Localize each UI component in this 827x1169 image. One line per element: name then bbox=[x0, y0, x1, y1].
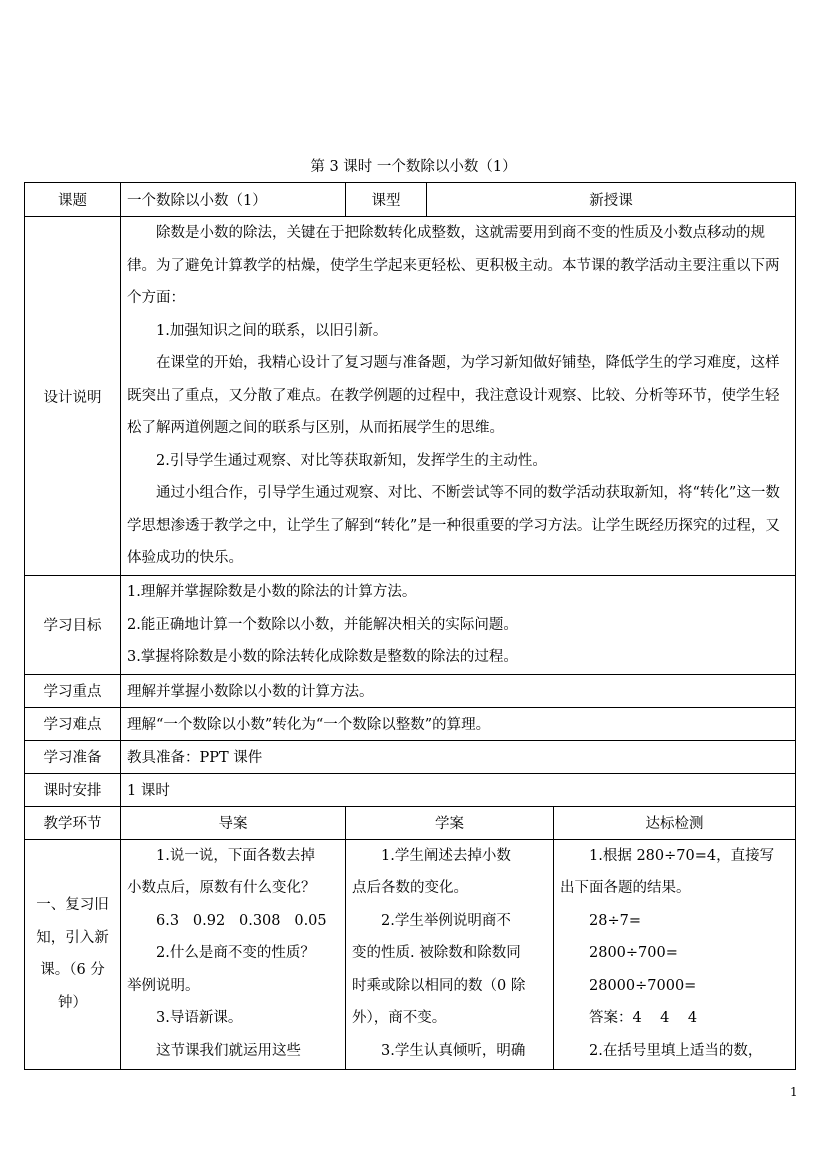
guide-line: 3.导语新课。 bbox=[156, 1010, 243, 1026]
prep-value: 教具准备：PPT 课件 bbox=[121, 740, 796, 773]
goal-item: 2.能正确地计算一个数除以小数，并能解决相关的实际问题。 bbox=[127, 616, 518, 633]
schedule-row bbox=[25, 773, 796, 806]
topic-label: 课题 bbox=[25, 183, 121, 217]
study-line: 1.学生阐述去掉小数 bbox=[381, 847, 511, 864]
stage1-guide bbox=[121, 839, 346, 1069]
guide-line: 这节课我们就运用这些 bbox=[156, 1042, 301, 1059]
focus-label: 学习重点 bbox=[25, 674, 121, 707]
check-line: 28÷7= bbox=[589, 912, 641, 929]
goals-label: 学习目标 bbox=[25, 576, 121, 675]
design-paragraph: 通过小组合作，引导学生通过观察、对比、不断尝试等不同的数学活动获取新知，将“转化”这一数学思想渗透于教学之中，让学生了解到“转化”是一种很重要的学习方法。让学生既经历探究的过程，又体验成功的快乐。 bbox=[127, 485, 780, 567]
check-line: 28000÷7000= bbox=[589, 977, 697, 994]
design-row bbox=[25, 217, 796, 576]
stage1-label-line: 课。（6 分 bbox=[40, 962, 105, 978]
design-label: 设计说明 bbox=[25, 217, 121, 576]
design-paragraph: 1.加强知识之间的联系，以旧引新。 bbox=[156, 322, 388, 339]
guide-line: 1.说一说，下面各数去掉 bbox=[156, 847, 315, 864]
topic-row bbox=[25, 183, 796, 217]
goal-item: 1.理解并掌握除数是小数的除法的计算方法。 bbox=[127, 584, 417, 600]
check-line: 2.在括号里填上适当的数， bbox=[589, 1042, 763, 1059]
topic-value: 一个数除以小数（1） bbox=[121, 183, 346, 217]
study-line: 点后各数的变化。 bbox=[352, 880, 468, 896]
stage1-check bbox=[554, 839, 796, 1069]
design-content bbox=[121, 217, 796, 576]
focus-row bbox=[25, 674, 796, 707]
study-column-header: 学案 bbox=[346, 806, 554, 839]
stage1-row bbox=[25, 839, 796, 1069]
check-line: 2800÷700= bbox=[589, 945, 678, 961]
guide-line: 举例说明。 bbox=[127, 977, 200, 994]
difficulty-label: 学习难点 bbox=[25, 707, 121, 740]
check-line: 答案：4 4 4 bbox=[589, 1010, 698, 1026]
study-line: 变的性质. 被除数和除数同 bbox=[352, 945, 521, 961]
stage1-label-line: 一、复习旧 bbox=[36, 897, 109, 913]
difficulty-value: 理解“一个数除以小数”转化为“一个数除以整数”的算理。 bbox=[121, 707, 796, 740]
type-value: 新授课 bbox=[427, 183, 796, 217]
guide-line: 6.3 0.92 0.308 0.05 bbox=[156, 912, 327, 929]
guide-line: 小数点后，原数有什么变化？ bbox=[127, 880, 316, 896]
stage1-label-line: 知，引入新 bbox=[36, 929, 109, 946]
check-column-header: 达标检测 bbox=[554, 806, 796, 839]
goals-content bbox=[121, 576, 796, 675]
study-line: 3.学生认真倾听，明确 bbox=[381, 1042, 526, 1059]
guide-line: 2.什么是商不变的性质？ bbox=[156, 945, 315, 961]
stage-column-header: 教学环节 bbox=[25, 806, 121, 839]
check-line: 1.根据 280÷70=4，直接写 bbox=[589, 847, 775, 864]
design-paragraph: 除数是小数的除法，关键在于把除数转化成整数，这就需要用到商不变的性质及小数点移动的规律。为了避免计算教学的枯燥，使学生学起来更轻松、更积极主动。本节课的教学活动主要注重以下两个方面： bbox=[127, 225, 780, 307]
study-line: 时乘或除以相同的数（0 除 bbox=[352, 977, 526, 994]
goals-row bbox=[25, 576, 796, 675]
goal-item: 3.掌握将除数是小数的除法转化成除数是整数的除法的过程。 bbox=[127, 649, 518, 665]
schedule-value: 1 课时 bbox=[121, 773, 796, 806]
guide-column-header: 导案 bbox=[121, 806, 346, 839]
lesson-plan-table bbox=[24, 182, 796, 1070]
design-paragraph: 2.引导学生通过观察、对比等获取新知，发挥学生的主动性。 bbox=[156, 452, 547, 469]
page-number: 1 bbox=[790, 1085, 798, 1099]
design-paragraph: 在课堂的开始，我精心设计了复习题与准备题，为学习新知做好铺垫，降低学生的学习难度，这样既突出了重点，又分散了难点。在教学例题的过程中，我注意设计观察、比较、分析等环节，使学生轻松了解两道例题之间的联系与区别，从而拓展学生的思维。 bbox=[127, 355, 780, 437]
page-title: 第 3 课时 一个数除以小数（1） bbox=[310, 159, 517, 175]
study-line: 外），商不变。 bbox=[352, 1010, 447, 1026]
focus-value: 理解并掌握小数除以小数的计算方法。 bbox=[121, 674, 796, 707]
schedule-label: 课时安排 bbox=[25, 773, 121, 806]
stage1-study bbox=[346, 839, 554, 1069]
columns-header-row bbox=[25, 806, 796, 839]
prep-row bbox=[25, 740, 796, 773]
stage1-label-line: 钟） bbox=[58, 994, 87, 1011]
stage1-label bbox=[25, 839, 121, 1069]
difficulty-row bbox=[25, 707, 796, 740]
type-label: 课型 bbox=[346, 183, 427, 217]
check-line: 出下面各题的结果。 bbox=[560, 880, 691, 896]
prep-label: 学习准备 bbox=[25, 740, 121, 773]
study-line: 2.学生举例说明商不 bbox=[381, 912, 511, 929]
